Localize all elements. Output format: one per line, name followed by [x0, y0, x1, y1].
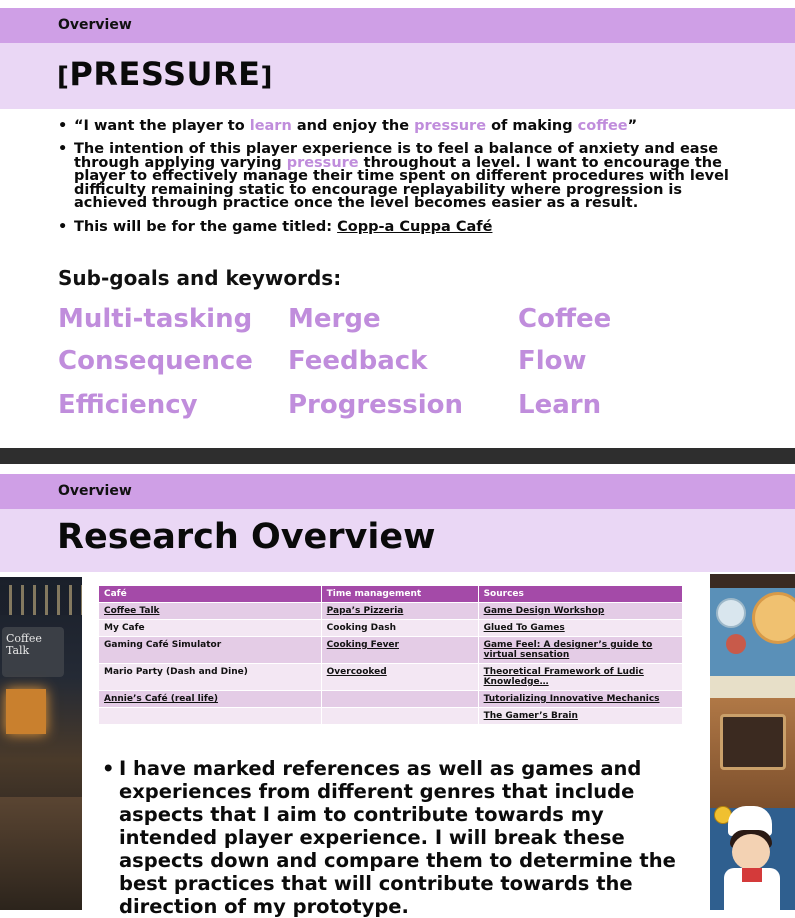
- lit-window: [6, 689, 46, 734]
- table-cell-link[interactable]: Coffee Talk: [99, 603, 322, 620]
- table-cell: Cooking Dash: [321, 620, 478, 637]
- table-row: [99, 664, 683, 691]
- table-cell-link[interactable]: Cooking Fever: [321, 637, 478, 664]
- slide1-section-label: Overview: [58, 17, 132, 33]
- header-time-management: Time management: [321, 586, 478, 603]
- slide2-bullet-list: [102, 757, 698, 918]
- table-cell-link[interactable]: Theoretical Framework of Ludic Knowledge…: [478, 664, 682, 691]
- game-shelf: [710, 676, 795, 698]
- table-cell-link[interactable]: Overcooked: [321, 664, 478, 691]
- table-row: [99, 603, 683, 620]
- title-text: PRESSURE: [69, 55, 261, 93]
- oven-icon: [720, 714, 786, 770]
- keyword-flow: Flow: [518, 346, 587, 376]
- pizza-icon: [752, 592, 795, 644]
- header-cafe: Café: [99, 586, 322, 603]
- keyword-learn-goal: Learn: [518, 390, 602, 420]
- bullet-intention: • The intention of this player experience is to feel a balance of anxiety and ease through applying varying pressure throughout a level. I want to encourage the player to effectively manage their time spent on different procedures with level difficulty remaining static to encourage replayability where progression is achieved through practice once the level becomes easier as a result.: [58, 143, 748, 211]
- game-top-bar: [710, 574, 795, 588]
- game-screenshot: [710, 574, 795, 910]
- keyword-pressure: pressure: [414, 118, 487, 134]
- bullet-research-summary: • I have marked references as well as games and experiences from different genres that include aspects that I aim to contribute towards my intended player experience. I will break these aspects down and compare them to determine the best practices that will contribute towards the direction of my prototype.: [102, 757, 698, 918]
- subgoals-heading: Sub-goals and keywords:: [58, 266, 342, 290]
- keyword-efficiency: Efficiency: [58, 390, 198, 420]
- title-bracket-open: [: [57, 62, 70, 92]
- table-row: [99, 620, 683, 637]
- table-row: [99, 691, 683, 708]
- keyword-merge: Merge: [288, 304, 381, 334]
- game-title-link[interactable]: Copp-a Cuppa Café: [337, 218, 493, 235]
- keyword-pressure-2: pressure: [286, 154, 359, 171]
- top-margin: [0, 0, 795, 8]
- bullet-game-title: • This will be for the game titled: Copp-a Cuppa Café: [58, 219, 748, 236]
- table-row: [99, 708, 683, 725]
- table-cell: [321, 708, 478, 725]
- table-cell-link[interactable]: Tutorializing Innovative Mechanics: [478, 691, 682, 708]
- table-cell: [99, 708, 322, 725]
- title-bracket-close: ]: [260, 62, 273, 92]
- chef-scarf: [742, 868, 762, 882]
- cafe-floor: [0, 797, 82, 910]
- table-cell-link[interactable]: Game Feel: A designer’s guide to virtual sensation: [478, 637, 682, 664]
- table-cell-link[interactable]: Glued To Games: [478, 620, 682, 637]
- table-cell: Gaming Café Simulator: [99, 637, 322, 664]
- cafe-photo: [0, 577, 82, 910]
- slide1-bullet-list: [58, 118, 748, 244]
- keyword-coffee: coffee: [577, 118, 628, 134]
- references-table: [98, 585, 683, 725]
- slide-divider: [0, 448, 795, 464]
- keyword-learn: learn: [249, 118, 292, 134]
- keyword-feedback: Feedback: [288, 346, 428, 376]
- table-cell-link[interactable]: The Gamer’s Brain: [478, 708, 682, 725]
- keyword-progression: Progression: [288, 390, 464, 420]
- table-cell-link[interactable]: Papa’s Pizzeria: [321, 603, 478, 620]
- keyword-coffee-goal: Coffee: [518, 304, 612, 334]
- cafe-sign-logo: Coffee Talk: [2, 627, 64, 677]
- table-cell: My Cafe: [99, 620, 322, 637]
- slide2-title: Research Overview: [57, 517, 436, 557]
- table-header-row: [99, 586, 683, 603]
- table-row: [99, 637, 683, 664]
- ceiling-lights: [0, 585, 82, 615]
- chef-face: [732, 834, 770, 870]
- table-cell: [321, 691, 478, 708]
- bullet-quote: • “I want the player to learn and enjoy the pressure of making coffee”: [58, 118, 748, 135]
- plate-icon: [716, 598, 746, 628]
- chef-character: [724, 806, 780, 910]
- table-cell: Mario Party (Dash and Dine): [99, 664, 322, 691]
- keyword-consequence: Consequence: [58, 346, 253, 376]
- table-cell-link[interactable]: Game Design Workshop: [478, 603, 682, 620]
- keyword-multitasking: Multi-tasking: [58, 304, 253, 334]
- slide2-section-label: Overview: [58, 483, 132, 499]
- header-sources: Sources: [478, 586, 682, 603]
- slide1-title: [57, 55, 273, 93]
- table-cell-link[interactable]: Annie’s Café (real life): [99, 691, 322, 708]
- topping-icon: [726, 634, 746, 654]
